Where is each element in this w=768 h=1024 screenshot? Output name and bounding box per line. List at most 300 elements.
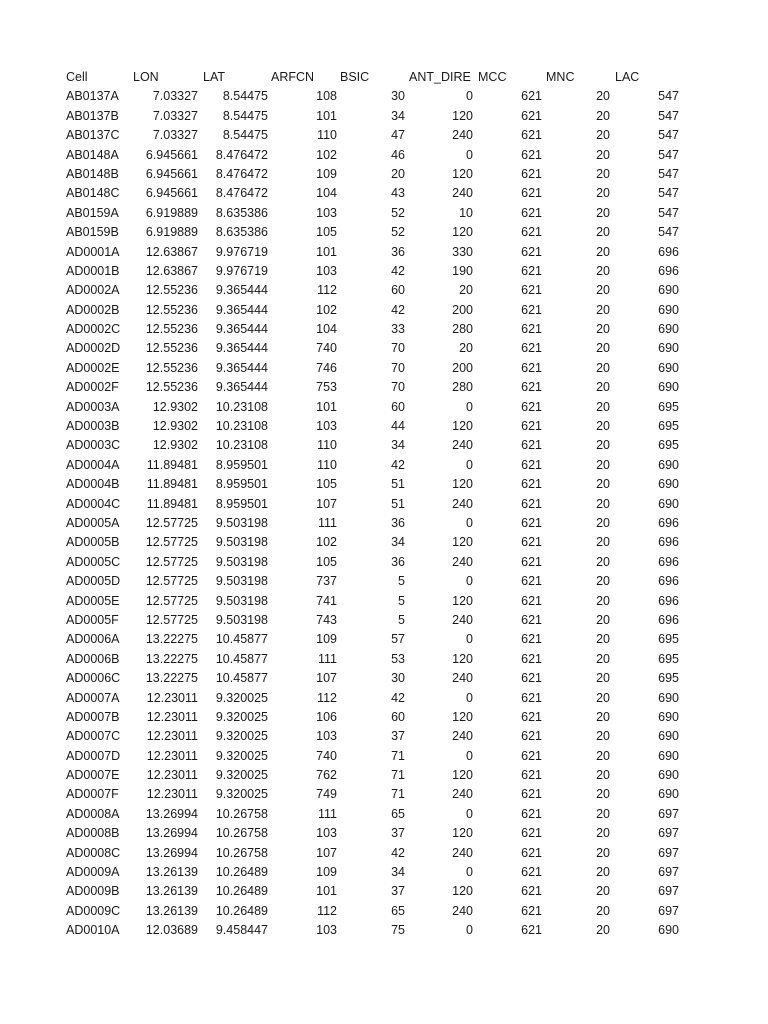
table-cell-lon: 12.23011 — [146, 709, 198, 724]
table-cell-mcc: 621 — [521, 205, 542, 220]
table-cell-bsic: 37 — [391, 884, 405, 899]
table-cell-arfcn: 105 — [316, 225, 337, 240]
table-cell-ant-dire: 200 — [452, 360, 473, 375]
table-row — [0, 456, 768, 475]
table-cell-mcc: 621 — [521, 554, 542, 569]
table-cell-lac: 690 — [658, 457, 679, 472]
table-cell-cell: AD0006B — [66, 651, 120, 666]
table-cell-bsic: 34 — [391, 865, 405, 880]
table-cell-mcc: 621 — [521, 709, 542, 724]
table-cell-ant-dire: 280 — [452, 380, 473, 395]
table-cell-bsic: 70 — [391, 380, 405, 395]
table-cell-bsic: 34 — [391, 108, 405, 123]
table-cell-lac: 696 — [658, 593, 679, 608]
table-cell-mcc: 621 — [521, 399, 542, 414]
table-cell-arfcn: 104 — [316, 322, 337, 337]
table-cell-bsic: 52 — [391, 225, 405, 240]
table-cell-mnc: 20 — [596, 166, 610, 181]
table-row — [0, 592, 768, 611]
table-cell-ant-dire: 240 — [452, 186, 473, 201]
table-cell-mcc: 621 — [521, 651, 542, 666]
table-cell-lac: 696 — [658, 574, 679, 589]
table-cell-ant-dire: 120 — [452, 884, 473, 899]
table-cell-mnc: 20 — [596, 457, 610, 472]
table-cell-cell: AD0005E — [66, 593, 120, 608]
table-row — [0, 824, 768, 843]
table-cell-lat: 9.365444 — [215, 360, 268, 375]
table-cell-arfcn: 743 — [316, 612, 337, 627]
table-cell-lat: 9.320025 — [215, 748, 268, 763]
table-cell-lac: 690 — [658, 729, 679, 744]
table-cell-ant-dire: 330 — [452, 244, 473, 259]
table-cell-mnc: 20 — [596, 593, 610, 608]
table-cell-cell: AD0006A — [66, 632, 120, 647]
table-cell-bsic: 36 — [391, 515, 405, 530]
table-row — [0, 882, 768, 901]
table-cell-mcc: 621 — [521, 438, 542, 453]
table-cell-cell: AD0010A — [66, 923, 120, 938]
table-cell-cell: AD0002C — [66, 322, 121, 337]
table-row — [0, 107, 768, 126]
table-cell-mnc: 20 — [596, 884, 610, 899]
table-cell-cell: AD0002A — [66, 283, 120, 298]
table-cell-lon: 12.23011 — [146, 690, 198, 705]
table-cell-cell: AD0004A — [66, 457, 120, 472]
table-cell-mcc: 621 — [521, 768, 542, 783]
table-cell-ant-dire: 240 — [452, 787, 473, 802]
table-cell-mnc: 20 — [596, 787, 610, 802]
table-cell-ant-dire: 120 — [452, 826, 473, 841]
table-cell-ant-dire: 240 — [452, 496, 473, 511]
table-cell-lac: 697 — [658, 865, 679, 880]
table-cell-arfcn: 740 — [316, 341, 337, 356]
table-cell-lat: 10.26758 — [215, 826, 268, 841]
table-cell-bsic: 42 — [391, 845, 405, 860]
table-cell-bsic: 60 — [391, 283, 405, 298]
table-cell-bsic: 46 — [391, 147, 405, 162]
table-cell-arfcn: 110 — [317, 128, 337, 143]
table-cell-mnc: 20 — [596, 322, 610, 337]
table-cell-bsic: 47 — [391, 128, 405, 143]
table-cell-lac: 695 — [658, 419, 679, 434]
table-cell-mcc: 621 — [521, 496, 542, 511]
table-cell-mcc: 621 — [521, 690, 542, 705]
table-cell-ant-dire: 240 — [452, 612, 473, 627]
table-cell-lat: 10.26758 — [215, 845, 268, 860]
column-header-lac: LAC — [615, 70, 640, 84]
table-cell-lac: 696 — [658, 612, 679, 627]
table-row — [0, 650, 768, 669]
table-cell-lon: 13.26139 — [145, 884, 198, 899]
table-cell-lat: 8.635386 — [215, 225, 268, 240]
table-cell-mnc: 20 — [596, 360, 610, 375]
table-cell-lac: 690 — [658, 360, 679, 375]
table-cell-lac: 697 — [658, 884, 679, 899]
column-header-ant-dire: ANT_DIRE — [409, 70, 471, 84]
table-cell-cell: AB0148A — [66, 147, 119, 162]
table-cell-arfcn: 103 — [316, 263, 337, 278]
table-cell-arfcn: 740 — [316, 748, 337, 763]
table-cell-mnc: 20 — [596, 263, 610, 278]
table-cell-mcc: 621 — [521, 826, 542, 841]
table-cell-lon: 6.919889 — [145, 225, 198, 240]
table-cell-arfcn: 103 — [316, 826, 337, 841]
table-cell-lat: 9.320025 — [215, 729, 268, 744]
table-cell-lac: 696 — [658, 535, 679, 550]
table-cell-arfcn: 107 — [316, 671, 337, 686]
table-cell-lon: 13.26994 — [145, 806, 198, 821]
table-cell-mnc: 20 — [596, 205, 610, 220]
table-cell-mnc: 20 — [596, 865, 610, 880]
table-cell-lon: 13.26139 — [145, 865, 198, 880]
table-cell-ant-dire: 0 — [466, 806, 473, 821]
table-cell-lat: 10.26489 — [215, 884, 268, 899]
table-body — [0, 87, 768, 940]
table-cell-mcc: 621 — [521, 865, 542, 880]
table-cell-lac: 696 — [658, 244, 679, 259]
table-cell-mcc: 621 — [521, 89, 542, 104]
table-cell-ant-dire: 0 — [466, 923, 473, 938]
table-row — [0, 320, 768, 339]
table-cell-mnc: 20 — [596, 612, 610, 627]
table-cell-arfcn: 112 — [317, 283, 337, 298]
table-cell-ant-dire: 0 — [466, 457, 473, 472]
table-cell-bsic: 60 — [391, 709, 405, 724]
table-cell-mcc: 621 — [521, 787, 542, 802]
table-cell-lon: 13.26994 — [145, 826, 198, 841]
table-cell-cell: AD0008A — [66, 806, 120, 821]
table-cell-cell: AD0008B — [66, 826, 120, 841]
table-cell-lat: 9.320025 — [215, 768, 268, 783]
table-cell-arfcn: 107 — [316, 845, 337, 860]
table-cell-mcc: 621 — [521, 225, 542, 240]
table-cell-lon: 12.57725 — [145, 593, 198, 608]
table-header-row — [0, 68, 768, 87]
table-cell-cell: AD0004C — [66, 496, 121, 511]
table-cell-cell: AD0005A — [66, 515, 120, 530]
table-cell-lon: 12.55236 — [145, 360, 198, 375]
table-cell-arfcn: 111 — [317, 651, 337, 666]
table-cell-lac: 690 — [658, 923, 679, 938]
table-cell-lac: 690 — [658, 341, 679, 356]
table-cell-lat: 9.320025 — [215, 709, 268, 724]
table-cell-lac: 547 — [658, 166, 679, 181]
table-cell-ant-dire: 0 — [466, 865, 473, 880]
table-cell-bsic: 60 — [391, 399, 405, 414]
table-cell-ant-dire: 0 — [466, 515, 473, 530]
table-cell-lon: 12.57725 — [145, 535, 198, 550]
table-cell-arfcn: 108 — [316, 89, 337, 104]
table-cell-lat: 10.45877 — [215, 651, 268, 666]
table-cell-lac: 690 — [658, 322, 679, 337]
table-cell-mcc: 621 — [521, 108, 542, 123]
table-cell-mcc: 621 — [521, 806, 542, 821]
table-cell-cell: AD0006C — [66, 671, 121, 686]
table-cell-mnc: 20 — [596, 826, 610, 841]
table-cell-mcc: 621 — [521, 535, 542, 550]
table-cell-mcc: 621 — [521, 322, 542, 337]
table-cell-lon: 12.63867 — [145, 244, 198, 259]
table-cell-mnc: 20 — [596, 419, 610, 434]
table-cell-lon: 12.03689 — [145, 923, 198, 938]
table-cell-mcc: 621 — [521, 903, 542, 918]
table-cell-bsic: 42 — [391, 302, 405, 317]
table-cell-mnc: 20 — [596, 147, 610, 162]
table-cell-arfcn: 746 — [316, 360, 337, 375]
table-cell-bsic: 37 — [391, 826, 405, 841]
table-cell-ant-dire: 120 — [452, 477, 473, 492]
table-cell-mcc: 621 — [521, 419, 542, 434]
table-cell-cell: AB0137B — [66, 108, 119, 123]
table-row — [0, 301, 768, 320]
table-cell-bsic: 51 — [391, 496, 405, 511]
table-cell-lac: 547 — [658, 89, 679, 104]
table-cell-mcc: 621 — [521, 574, 542, 589]
table-cell-ant-dire: 0 — [466, 574, 473, 589]
table-cell-mcc: 621 — [521, 729, 542, 744]
table-cell-lac: 695 — [658, 438, 679, 453]
table-cell-lat: 8.54475 — [222, 108, 268, 123]
table-cell-lat: 10.23108 — [215, 419, 268, 434]
table-cell-cell: AD0009C — [66, 903, 121, 918]
table-cell-mnc: 20 — [596, 89, 610, 104]
data-table — [0, 68, 768, 941]
table-cell-lac: 690 — [658, 690, 679, 705]
table-cell-ant-dire: 240 — [452, 554, 473, 569]
table-cell-arfcn: 109 — [316, 865, 337, 880]
table-cell-ant-dire: 10 — [459, 205, 473, 220]
table-cell-ant-dire: 0 — [466, 748, 473, 763]
table-row — [0, 669, 768, 688]
column-header-mnc: MNC — [546, 70, 575, 84]
table-cell-mcc: 621 — [521, 283, 542, 298]
table-cell-lon: 13.26994 — [145, 845, 198, 860]
table-cell-cell: AB0148B — [66, 166, 119, 181]
table-cell-cell: AD0001B — [66, 263, 120, 278]
table-cell-ant-dire: 120 — [452, 225, 473, 240]
table-cell-lon: 6.919889 — [145, 205, 198, 220]
table-cell-bsic: 5 — [398, 574, 405, 589]
table-cell-cell: AD0009A — [66, 865, 120, 880]
table-cell-ant-dire: 280 — [452, 322, 473, 337]
table-cell-mcc: 621 — [521, 380, 542, 395]
table-cell-lat: 10.45877 — [215, 632, 268, 647]
table-row — [0, 514, 768, 533]
table-cell-lac: 695 — [658, 651, 679, 666]
table-row — [0, 262, 768, 281]
table-cell-mcc: 621 — [521, 884, 542, 899]
table-cell-mnc: 20 — [596, 535, 610, 550]
table-cell-mcc: 621 — [521, 845, 542, 860]
table-cell-lon: 11.89481 — [146, 457, 198, 472]
table-cell-lat: 8.476472 — [215, 186, 268, 201]
table-cell-mnc: 20 — [596, 283, 610, 298]
table-cell-ant-dire: 240 — [452, 128, 473, 143]
table-cell-lon: 12.57725 — [145, 515, 198, 530]
table-cell-cell: AD0002E — [66, 360, 120, 375]
table-cell-ant-dire: 240 — [452, 903, 473, 918]
table-cell-mnc: 20 — [596, 399, 610, 414]
table-cell-lon: 12.9302 — [152, 399, 198, 414]
table-cell-mcc: 621 — [521, 360, 542, 375]
table-cell-lat: 9.365444 — [215, 322, 268, 337]
table-cell-lat: 10.23108 — [215, 399, 268, 414]
table-cell-lac: 690 — [658, 787, 679, 802]
table-cell-mnc: 20 — [596, 748, 610, 763]
table-cell-lat: 9.503198 — [215, 554, 268, 569]
table-cell-mcc: 621 — [521, 515, 542, 530]
table-row — [0, 165, 768, 184]
table-cell-lat: 8.959501 — [215, 496, 268, 511]
table-cell-lon: 12.55236 — [145, 380, 198, 395]
table-cell-arfcn: 103 — [316, 419, 337, 434]
table-cell-lac: 547 — [658, 147, 679, 162]
table-cell-lon: 13.22275 — [145, 651, 198, 666]
table-cell-bsic: 52 — [391, 205, 405, 220]
table-cell-lon: 11.89481 — [146, 477, 198, 492]
table-cell-cell: AB0159A — [66, 205, 119, 220]
table-cell-arfcn: 110 — [317, 457, 337, 472]
table-cell-lac: 696 — [658, 554, 679, 569]
table-cell-lat: 8.476472 — [215, 166, 268, 181]
table-cell-mcc: 621 — [521, 612, 542, 627]
table-cell-arfcn: 737 — [316, 574, 337, 589]
table-cell-ant-dire: 190 — [452, 263, 473, 278]
table-cell-lat: 9.503198 — [215, 574, 268, 589]
column-header-arfcn: ARFCN — [271, 70, 315, 84]
table-cell-bsic: 43 — [391, 186, 405, 201]
table-cell-bsic: 71 — [391, 768, 405, 783]
table-cell-lon: 12.57725 — [145, 554, 198, 569]
column-header-lat: LAT — [203, 70, 225, 84]
table-row — [0, 863, 768, 882]
table-cell-lac: 547 — [658, 205, 679, 220]
table-cell-cell: AD0004B — [66, 477, 120, 492]
table-cell-mnc: 20 — [596, 225, 610, 240]
table-cell-lat: 9.503198 — [215, 535, 268, 550]
table-row — [0, 553, 768, 572]
table-cell-mnc: 20 — [596, 554, 610, 569]
table-row — [0, 359, 768, 378]
table-cell-mnc: 20 — [596, 438, 610, 453]
table-cell-bsic: 51 — [391, 477, 405, 492]
table-cell-mcc: 621 — [521, 632, 542, 647]
table-cell-mnc: 20 — [596, 380, 610, 395]
table-cell-mnc: 20 — [596, 128, 610, 143]
table-cell-ant-dire: 120 — [452, 535, 473, 550]
table-cell-lac: 690 — [658, 302, 679, 317]
table-row — [0, 417, 768, 436]
table-cell-arfcn: 762 — [316, 768, 337, 783]
table-cell-lac: 547 — [658, 225, 679, 240]
table-cell-lat: 9.365444 — [215, 283, 268, 298]
table-cell-lon: 7.03327 — [152, 89, 198, 104]
table-row — [0, 436, 768, 455]
table-cell-arfcn: 107 — [316, 496, 337, 511]
table-cell-ant-dire: 120 — [452, 768, 473, 783]
table-cell-mnc: 20 — [596, 574, 610, 589]
table-cell-mcc: 621 — [521, 244, 542, 259]
table-cell-mnc: 20 — [596, 515, 610, 530]
table-cell-bsic: 20 — [391, 166, 405, 181]
table-cell-mcc: 621 — [521, 128, 542, 143]
table-cell-lat: 10.26758 — [215, 806, 268, 821]
table-cell-lat: 9.365444 — [215, 302, 268, 317]
table-cell-bsic: 34 — [391, 535, 405, 550]
table-cell-ant-dire: 20 — [459, 341, 473, 356]
table-cell-arfcn: 103 — [316, 205, 337, 220]
table-cell-lac: 695 — [658, 399, 679, 414]
table-cell-ant-dire: 120 — [452, 651, 473, 666]
table-cell-ant-dire: 120 — [452, 166, 473, 181]
table-cell-lon: 7.03327 — [152, 108, 198, 123]
table-cell-arfcn: 109 — [316, 632, 337, 647]
table-cell-cell: AD0003B — [66, 419, 120, 434]
table-cell-lat: 10.26489 — [215, 865, 268, 880]
table-cell-lon: 12.23011 — [146, 768, 198, 783]
table-cell-lat: 9.320025 — [215, 690, 268, 705]
table-cell-ant-dire: 0 — [466, 690, 473, 705]
table-row — [0, 533, 768, 552]
table-cell-lat: 9.458447 — [215, 923, 268, 938]
table-row — [0, 475, 768, 494]
table-cell-mcc: 621 — [521, 166, 542, 181]
table-row — [0, 611, 768, 630]
table-cell-lat: 9.365444 — [215, 341, 268, 356]
table-cell-cell: AD0005C — [66, 554, 121, 569]
table-cell-lon: 12.57725 — [145, 574, 198, 589]
table-cell-cell: AD0001A — [66, 244, 120, 259]
table-cell-lat: 8.54475 — [222, 128, 268, 143]
table-cell-bsic: 44 — [391, 419, 405, 434]
table-cell-arfcn: 103 — [316, 923, 337, 938]
table-cell-cell: AD0003C — [66, 438, 121, 453]
table-cell-lac: 690 — [658, 768, 679, 783]
table-cell-lat: 9.976719 — [215, 263, 268, 278]
table-cell-cell: AB0159B — [66, 225, 119, 240]
table-row — [0, 281, 768, 300]
table-cell-cell: AD0005B — [66, 535, 120, 550]
table-cell-mcc: 621 — [521, 457, 542, 472]
table-cell-cell: AD0005D — [66, 574, 121, 589]
table-cell-mcc: 621 — [521, 923, 542, 938]
table-cell-mcc: 621 — [521, 186, 542, 201]
table-cell-lat: 9.320025 — [215, 787, 268, 802]
table-cell-lac: 690 — [658, 748, 679, 763]
table-cell-lat: 10.45877 — [215, 671, 268, 686]
table-cell-ant-dire: 120 — [452, 709, 473, 724]
table-cell-lon: 11.89481 — [146, 496, 198, 511]
table-cell-arfcn: 109 — [316, 166, 337, 181]
table-cell-lon: 7.03327 — [152, 128, 198, 143]
table-cell-ant-dire: 0 — [466, 147, 473, 162]
table-cell-mnc: 20 — [596, 903, 610, 918]
table-cell-ant-dire: 120 — [452, 108, 473, 123]
table-cell-bsic: 65 — [391, 806, 405, 821]
table-cell-lac: 697 — [658, 806, 679, 821]
table-cell-cell: AB0137A — [66, 89, 119, 104]
table-row — [0, 146, 768, 165]
table-cell-cell: AD0007E — [66, 768, 120, 783]
table-cell-cell: AD0007B — [66, 709, 120, 724]
table-cell-lac: 690 — [658, 283, 679, 298]
table-cell-ant-dire: 0 — [466, 632, 473, 647]
table-cell-lac: 690 — [658, 380, 679, 395]
table-cell-arfcn: 101 — [316, 884, 337, 899]
table-cell-bsic: 30 — [391, 89, 405, 104]
table-cell-mnc: 20 — [596, 923, 610, 938]
table-cell-mnc: 20 — [596, 632, 610, 647]
